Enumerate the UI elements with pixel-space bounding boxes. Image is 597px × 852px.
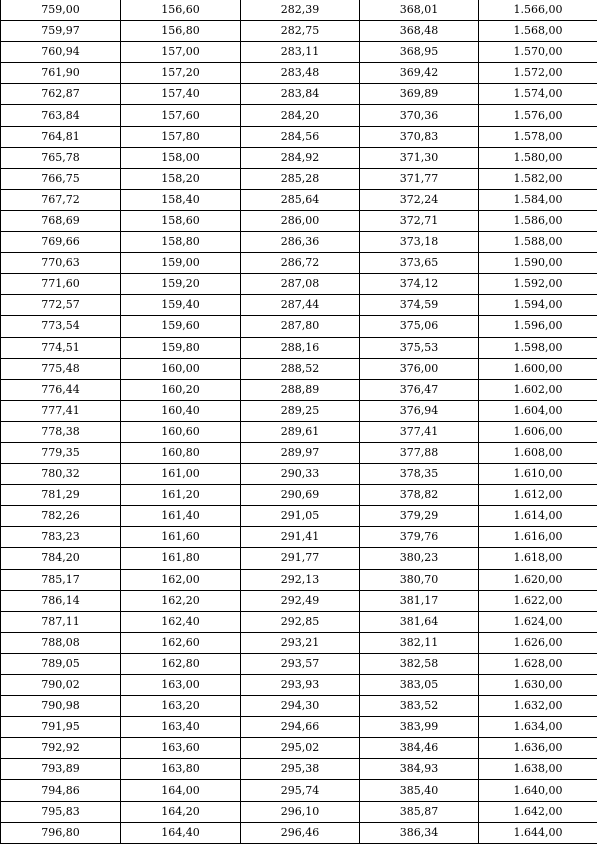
- table-cell-col-5: 1.640,00: [479, 780, 597, 801]
- table-cell-col-4: 383,52: [360, 696, 479, 717]
- table-cell-col-4: 376,94: [360, 400, 479, 421]
- table-cell-col-1: 777,41: [1, 400, 121, 421]
- table-cell-col-1: 788,08: [1, 632, 121, 653]
- table-cell-col-4: 372,24: [360, 189, 479, 210]
- table-cell-col-1: 787,11: [1, 611, 121, 632]
- table-row: [1, 358, 597, 379]
- table-cell-col-1: 796,80: [1, 822, 121, 843]
- table-cell-col-1: 762,87: [1, 84, 121, 105]
- table-row: [1, 801, 597, 822]
- table-cell-col-1: 765,78: [1, 147, 121, 168]
- table-cell-col-4: 382,58: [360, 653, 479, 674]
- table-cell-col-3: 285,64: [241, 189, 360, 210]
- table-cell-col-4: 370,83: [360, 126, 479, 147]
- table-cell-col-2: 162,80: [121, 653, 241, 674]
- table-cell-col-2: 158,40: [121, 189, 241, 210]
- table-cell-col-3: 296,46: [241, 822, 360, 843]
- table-cell-col-1: 784,20: [1, 548, 121, 569]
- table-cell-col-2: 162,20: [121, 590, 241, 611]
- table-cell-col-2: 159,80: [121, 337, 241, 358]
- table-cell-col-4: 378,35: [360, 464, 479, 485]
- table-cell-col-3: 282,39: [241, 0, 360, 21]
- table-row: [1, 738, 597, 759]
- table-cell-col-2: 163,40: [121, 717, 241, 738]
- table-row: [1, 527, 597, 548]
- table-cell-col-1: 778,38: [1, 421, 121, 442]
- table-cell-col-2: 164,40: [121, 822, 241, 843]
- table-cell-col-3: 296,10: [241, 801, 360, 822]
- table-cell-col-1: 759,97: [1, 21, 121, 42]
- table-cell-col-3: 283,48: [241, 63, 360, 84]
- table-cell-col-5: 1.600,00: [479, 358, 597, 379]
- table-cell-col-2: 161,60: [121, 527, 241, 548]
- table-cell-col-1: 774,51: [1, 337, 121, 358]
- table-row: [1, 696, 597, 717]
- table-cell-col-1: 764,81: [1, 126, 121, 147]
- table-cell-col-3: 286,72: [241, 253, 360, 274]
- table-cell-col-3: 290,69: [241, 485, 360, 506]
- table-cell-col-4: 379,76: [360, 527, 479, 548]
- table-cell-col-2: 157,80: [121, 126, 241, 147]
- table-cell-col-1: 786,14: [1, 590, 121, 611]
- table-cell-col-3: 288,52: [241, 358, 360, 379]
- table-row: [1, 632, 597, 653]
- table-cell-col-2: 159,20: [121, 274, 241, 295]
- table-cell-col-2: 162,40: [121, 611, 241, 632]
- table-cell-col-4: 376,47: [360, 379, 479, 400]
- table-cell-col-1: 782,26: [1, 506, 121, 527]
- table-row: [1, 126, 597, 147]
- table-cell-col-2: 160,60: [121, 421, 241, 442]
- table-cell-col-5: 1.570,00: [479, 42, 597, 63]
- table-cell-col-4: 383,05: [360, 675, 479, 696]
- table-cell-col-3: 282,75: [241, 21, 360, 42]
- table-cell-col-3: 286,36: [241, 232, 360, 253]
- table-cell-col-3: 284,20: [241, 105, 360, 126]
- table-row: [1, 717, 597, 738]
- table-cell-col-1: 795,83: [1, 801, 121, 822]
- table-cell-col-4: 378,82: [360, 485, 479, 506]
- table-cell-col-1: 772,57: [1, 295, 121, 316]
- table-cell-col-3: 287,80: [241, 316, 360, 337]
- table-cell-col-4: 380,70: [360, 569, 479, 590]
- table-cell-col-2: 158,60: [121, 210, 241, 231]
- table-row: [1, 590, 597, 611]
- table-row: [1, 653, 597, 674]
- table-row: [1, 379, 597, 400]
- table-cell-col-5: 1.578,00: [479, 126, 597, 147]
- table-cell-col-2: 163,20: [121, 696, 241, 717]
- table-row: [1, 21, 597, 42]
- table-cell-col-2: 158,20: [121, 168, 241, 189]
- table-cell-col-1: 773,54: [1, 316, 121, 337]
- table-cell-col-3: 287,08: [241, 274, 360, 295]
- table-body: [1, 0, 597, 843]
- table-cell-col-3: 291,77: [241, 548, 360, 569]
- table-cell-col-4: 374,59: [360, 295, 479, 316]
- table-cell-col-2: 157,00: [121, 42, 241, 63]
- table-cell-col-3: 293,21: [241, 632, 360, 653]
- table-cell-col-4: 373,18: [360, 232, 479, 253]
- table-cell-col-1: 785,17: [1, 569, 121, 590]
- table-cell-col-3: 292,49: [241, 590, 360, 611]
- table-cell-col-4: 380,23: [360, 548, 479, 569]
- table-cell-col-2: 156,80: [121, 21, 241, 42]
- table-cell-col-3: 294,66: [241, 717, 360, 738]
- table-cell-col-2: 162,00: [121, 569, 241, 590]
- table-cell-col-4: 371,77: [360, 168, 479, 189]
- table-cell-col-5: 1.630,00: [479, 675, 597, 696]
- table-cell-col-4: 381,17: [360, 590, 479, 611]
- table-cell-col-1: 775,48: [1, 358, 121, 379]
- table-cell-col-2: 159,60: [121, 316, 241, 337]
- table-cell-col-3: 291,41: [241, 527, 360, 548]
- table-cell-col-2: 158,80: [121, 232, 241, 253]
- table-cell-col-4: 369,42: [360, 63, 479, 84]
- table-cell-col-1: 769,66: [1, 232, 121, 253]
- table-cell-col-4: 368,48: [360, 21, 479, 42]
- table-cell-col-3: 287,44: [241, 295, 360, 316]
- table-cell-col-5: 1.618,00: [479, 548, 597, 569]
- table-cell-col-1: 790,02: [1, 675, 121, 696]
- table-cell-col-5: 1.632,00: [479, 696, 597, 717]
- table-cell-col-1: 759,00: [1, 0, 121, 21]
- table-cell-col-5: 1.576,00: [479, 105, 597, 126]
- table-cell-col-1: 763,84: [1, 105, 121, 126]
- table-row: [1, 569, 597, 590]
- table-cell-col-5: 1.628,00: [479, 653, 597, 674]
- table-cell-col-1: 793,89: [1, 759, 121, 780]
- table-cell-col-5: 1.588,00: [479, 232, 597, 253]
- table-cell-col-5: 1.616,00: [479, 527, 597, 548]
- table-cell-col-1: 790,98: [1, 696, 121, 717]
- table-cell-col-5: 1.566,00: [479, 0, 597, 21]
- table-cell-col-1: 794,86: [1, 780, 121, 801]
- table-cell-col-1: 761,90: [1, 63, 121, 84]
- table-cell-col-4: 370,36: [360, 105, 479, 126]
- table-cell-col-3: 284,92: [241, 147, 360, 168]
- table-cell-col-4: 384,93: [360, 759, 479, 780]
- table-cell-col-5: 1.584,00: [479, 189, 597, 210]
- table-row: [1, 105, 597, 126]
- table-cell-col-3: 294,30: [241, 696, 360, 717]
- table-row: [1, 189, 597, 210]
- table-cell-col-2: 157,20: [121, 63, 241, 84]
- table-cell-col-5: 1.610,00: [479, 464, 597, 485]
- table-row: [1, 316, 597, 337]
- table-cell-col-3: 289,97: [241, 442, 360, 463]
- table-cell-col-5: 1.574,00: [479, 84, 597, 105]
- table-cell-col-2: 162,60: [121, 632, 241, 653]
- table-cell-col-2: 158,00: [121, 147, 241, 168]
- table-cell-col-1: 791,95: [1, 717, 121, 738]
- table-cell-col-4: 368,95: [360, 42, 479, 63]
- table-cell-col-4: 381,64: [360, 611, 479, 632]
- table-cell-col-2: 160,80: [121, 442, 241, 463]
- table-row: [1, 210, 597, 231]
- table-row: [1, 759, 597, 780]
- table-cell-col-5: 1.622,00: [479, 590, 597, 611]
- table-row: [1, 822, 597, 843]
- table-cell-col-2: 156,60: [121, 0, 241, 21]
- table-row: [1, 780, 597, 801]
- table-cell-col-3: 289,61: [241, 421, 360, 442]
- table-cell-col-5: 1.624,00: [479, 611, 597, 632]
- table-cell-col-4: 385,87: [360, 801, 479, 822]
- table-cell-col-1: 779,35: [1, 442, 121, 463]
- table-cell-col-2: 160,40: [121, 400, 241, 421]
- table-cell-col-2: 160,00: [121, 358, 241, 379]
- table-cell-col-1: 780,32: [1, 464, 121, 485]
- table-cell-col-4: 384,46: [360, 738, 479, 759]
- table-cell-col-5: 1.592,00: [479, 274, 597, 295]
- table-cell-col-2: 160,20: [121, 379, 241, 400]
- table-cell-col-1: 792,92: [1, 738, 121, 759]
- table-cell-col-3: 293,93: [241, 675, 360, 696]
- table-cell-col-3: 290,33: [241, 464, 360, 485]
- table-cell-col-3: 284,56: [241, 126, 360, 147]
- table-row: [1, 253, 597, 274]
- table-cell-col-5: 1.604,00: [479, 400, 597, 421]
- table-cell-col-5: 1.614,00: [479, 506, 597, 527]
- table-row: [1, 147, 597, 168]
- table-cell-col-1: 770,63: [1, 253, 121, 274]
- table-cell-col-1: 760,94: [1, 42, 121, 63]
- table-cell-col-2: 157,40: [121, 84, 241, 105]
- table-cell-col-4: 376,00: [360, 358, 479, 379]
- table-cell-col-2: 163,60: [121, 738, 241, 759]
- table-cell-col-4: 371,30: [360, 147, 479, 168]
- table-cell-col-5: 1.590,00: [479, 253, 597, 274]
- table-cell-col-5: 1.626,00: [479, 632, 597, 653]
- table-cell-col-1: 783,23: [1, 527, 121, 548]
- table-cell-col-5: 1.580,00: [479, 147, 597, 168]
- table-cell-col-3: 293,57: [241, 653, 360, 674]
- table-cell-col-3: 295,02: [241, 738, 360, 759]
- table-row: [1, 485, 597, 506]
- table-cell-col-4: 383,99: [360, 717, 479, 738]
- table-cell-col-3: 286,00: [241, 210, 360, 231]
- table-row: [1, 295, 597, 316]
- table-row: [1, 42, 597, 63]
- table-cell-col-4: 382,11: [360, 632, 479, 653]
- table-cell-col-5: 1.634,00: [479, 717, 597, 738]
- table-cell-col-3: 283,11: [241, 42, 360, 63]
- table-cell-col-5: 1.636,00: [479, 738, 597, 759]
- table-cell-col-1: 789,05: [1, 653, 121, 674]
- table-row: [1, 548, 597, 569]
- table-cell-col-2: 157,60: [121, 105, 241, 126]
- table-cell-col-5: 1.644,00: [479, 822, 597, 843]
- table-cell-col-2: 163,80: [121, 759, 241, 780]
- table-cell-col-3: 288,16: [241, 337, 360, 358]
- table-cell-col-4: 368,01: [360, 0, 479, 21]
- table-row: [1, 84, 597, 105]
- table-row: [1, 506, 597, 527]
- table-cell-col-1: 776,44: [1, 379, 121, 400]
- table-cell-col-5: 1.602,00: [479, 379, 597, 400]
- table-cell-col-2: 161,20: [121, 485, 241, 506]
- table-cell-col-4: 385,40: [360, 780, 479, 801]
- table-cell-col-1: 767,72: [1, 189, 121, 210]
- table-cell-col-2: 159,40: [121, 295, 241, 316]
- table-cell-col-2: 161,00: [121, 464, 241, 485]
- table-cell-col-3: 292,13: [241, 569, 360, 590]
- table-row: [1, 400, 597, 421]
- table-cell-col-5: 1.620,00: [479, 569, 597, 590]
- table-row: [1, 168, 597, 189]
- table-cell-col-4: 375,06: [360, 316, 479, 337]
- table-row: [1, 232, 597, 253]
- table-row: [1, 337, 597, 358]
- table-cell-col-3: 295,74: [241, 780, 360, 801]
- table-cell-col-3: 289,25: [241, 400, 360, 421]
- table-cell-col-3: 285,28: [241, 168, 360, 189]
- table-cell-col-3: 283,84: [241, 84, 360, 105]
- table-cell-col-4: 377,88: [360, 442, 479, 463]
- table-cell-col-2: 164,20: [121, 801, 241, 822]
- table-cell-col-5: 1.582,00: [479, 168, 597, 189]
- table-cell-col-1: 781,29: [1, 485, 121, 506]
- table-cell-col-4: 386,34: [360, 822, 479, 843]
- table-row: [1, 421, 597, 442]
- table-cell-col-2: 159,00: [121, 253, 241, 274]
- table-cell-col-4: 377,41: [360, 421, 479, 442]
- table-cell-col-2: 161,80: [121, 548, 241, 569]
- table-cell-col-5: 1.568,00: [479, 21, 597, 42]
- table-cell-col-3: 295,38: [241, 759, 360, 780]
- table-cell-col-3: 288,89: [241, 379, 360, 400]
- table-row: [1, 442, 597, 463]
- table-cell-col-4: 374,12: [360, 274, 479, 295]
- table-cell-col-5: 1.606,00: [479, 421, 597, 442]
- table-cell-col-3: 291,05: [241, 506, 360, 527]
- table-cell-col-5: 1.572,00: [479, 63, 597, 84]
- table-row: [1, 611, 597, 632]
- table-cell-col-5: 1.608,00: [479, 442, 597, 463]
- table-cell-col-3: 292,85: [241, 611, 360, 632]
- table-cell-col-2: 164,00: [121, 780, 241, 801]
- table-cell-col-5: 1.596,00: [479, 316, 597, 337]
- table-cell-col-2: 163,00: [121, 675, 241, 696]
- table-cell-col-4: 369,89: [360, 84, 479, 105]
- table-row: [1, 274, 597, 295]
- table-cell-col-5: 1.642,00: [479, 801, 597, 822]
- table-cell-col-1: 766,75: [1, 168, 121, 189]
- table-cell-col-5: 1.612,00: [479, 485, 597, 506]
- table-row: [1, 0, 597, 21]
- table-row: [1, 464, 597, 485]
- table-cell-col-5: 1.598,00: [479, 337, 597, 358]
- table-cell-col-4: 375,53: [360, 337, 479, 358]
- table-row: [1, 675, 597, 696]
- table-cell-col-2: 161,40: [121, 506, 241, 527]
- table-cell-col-1: 768,69: [1, 210, 121, 231]
- table-cell-col-5: 1.594,00: [479, 295, 597, 316]
- table-cell-col-4: 373,65: [360, 253, 479, 274]
- table-cell-col-4: 379,29: [360, 506, 479, 527]
- table-cell-col-5: 1.638,00: [479, 759, 597, 780]
- table-cell-col-1: 771,60: [1, 274, 121, 295]
- table-cell-col-5: 1.586,00: [479, 210, 597, 231]
- table-cell-col-4: 372,71: [360, 210, 479, 231]
- table-row: [1, 63, 597, 84]
